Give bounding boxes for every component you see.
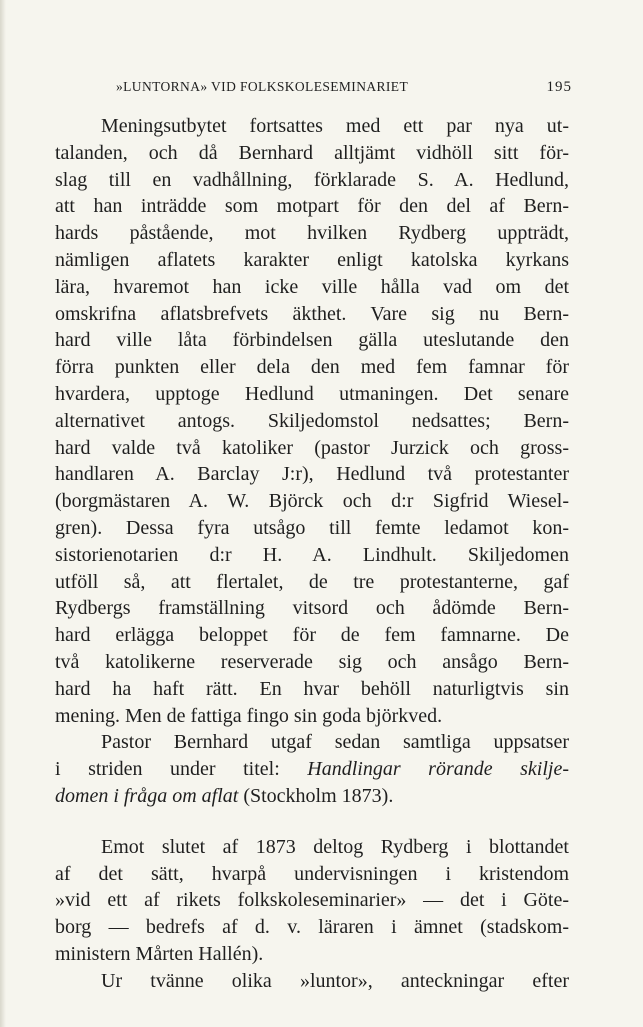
text-line: hard ha haft rätt. En hvar behöll naturligtvis sin xyxy=(55,677,569,700)
body-text xyxy=(55,113,569,995)
text-line: handlaren A. Barclay J:r), Hedlund två protestanter xyxy=(55,463,569,486)
text-line: borg — bedrefs af d. v. läraren i ämnet (stadskom- xyxy=(55,916,569,939)
text-line: Rydbergs framställning vitsord och ådömde Bern- xyxy=(55,597,569,620)
text-line: Emot slutet af 1873 deltog Rydberg i blottandet xyxy=(101,835,569,858)
running-title: »LUNTORNA» VID FOLKSKOLESEMINARIET xyxy=(116,79,409,94)
page-gutter xyxy=(0,0,6,1027)
text-span: i striden under titel: xyxy=(55,758,280,781)
text-line: Pastor Bernhard utgaf sedan samtliga uppsatser xyxy=(101,731,569,754)
text-line: hard valde två katoliker (pastor Jurzick och gross- xyxy=(55,436,569,459)
page-number: 195 xyxy=(546,79,572,95)
text-line: talanden, och då Bernhard alltjämt vidhöll sitt för- xyxy=(55,141,569,164)
text-line: sistorienotarien d:r H. A. Lindhult. Skiljedomen xyxy=(55,543,569,566)
text-line: slag till en vadhållning, förklarade S. A. Hedlund, xyxy=(55,168,569,191)
text-line: mening. Men de fattiga fingo sin goda björkved. xyxy=(55,704,443,727)
text-line: utföll så, att flertalet, de tre protestanterne, gaf xyxy=(55,570,569,593)
text-line: förra punkten eller dela den med fem famnar för xyxy=(55,356,569,379)
text-line: hvardera, upptoge Hedlund utmaningen. Det senare xyxy=(55,382,569,405)
text-line: alternativet antogs. Skiljedomstol nedsattes; Bern- xyxy=(55,409,569,432)
text-line: »vid ett af rikets folkskoleseminarier» — det i Göte- xyxy=(55,889,569,912)
book-title-part: domen i fråga om aflat xyxy=(55,784,239,807)
text-line: (borgmästaren A. W. Björck och d:r Sigfrid Wiesel- xyxy=(55,490,569,513)
running-header xyxy=(116,79,572,99)
book-title-part: Handlingar rörande skilje- xyxy=(307,758,569,781)
text-line: gren). Dessa fyra utsågo till femte ledamot kon- xyxy=(55,516,569,539)
text-span: (Stockholm 1873). xyxy=(243,784,394,807)
text-line: hard ville låta förbindelsen gälla uteslutande den xyxy=(55,329,569,352)
text-line: af det sätt, hvarpå undervisningen i kristendom xyxy=(55,862,569,885)
text-line: Meningsutbytet fortsattes med ett par nya ut- xyxy=(101,115,569,137)
text-line-with-title xyxy=(55,783,569,810)
text-line: hard erlägga beloppet för de fem famnarne. De xyxy=(55,624,569,647)
text-line: att han inträdde som motpart för den del af Bern- xyxy=(55,195,569,218)
text-line: Ur tvänne olika »luntor», anteckningar efter xyxy=(101,969,569,992)
text-line: hards påstående, mot hvilken Rydberg uppträdt, xyxy=(55,222,569,245)
text-line: nämligen aflatets karakter enligt katolska kyrkans xyxy=(55,248,569,271)
text-line: lära, hvaremot han icke ville hålla vad om det xyxy=(55,275,569,298)
text-line: två katolikerne reserverade sig och ansågo Bern- xyxy=(55,650,569,673)
text-line: ministern Mårten Hallén). xyxy=(55,942,264,965)
text-line-with-title xyxy=(55,756,569,783)
text-line: omskrifna aflatsbrefvets äkthet. Vare sig nu Bern- xyxy=(55,302,569,325)
